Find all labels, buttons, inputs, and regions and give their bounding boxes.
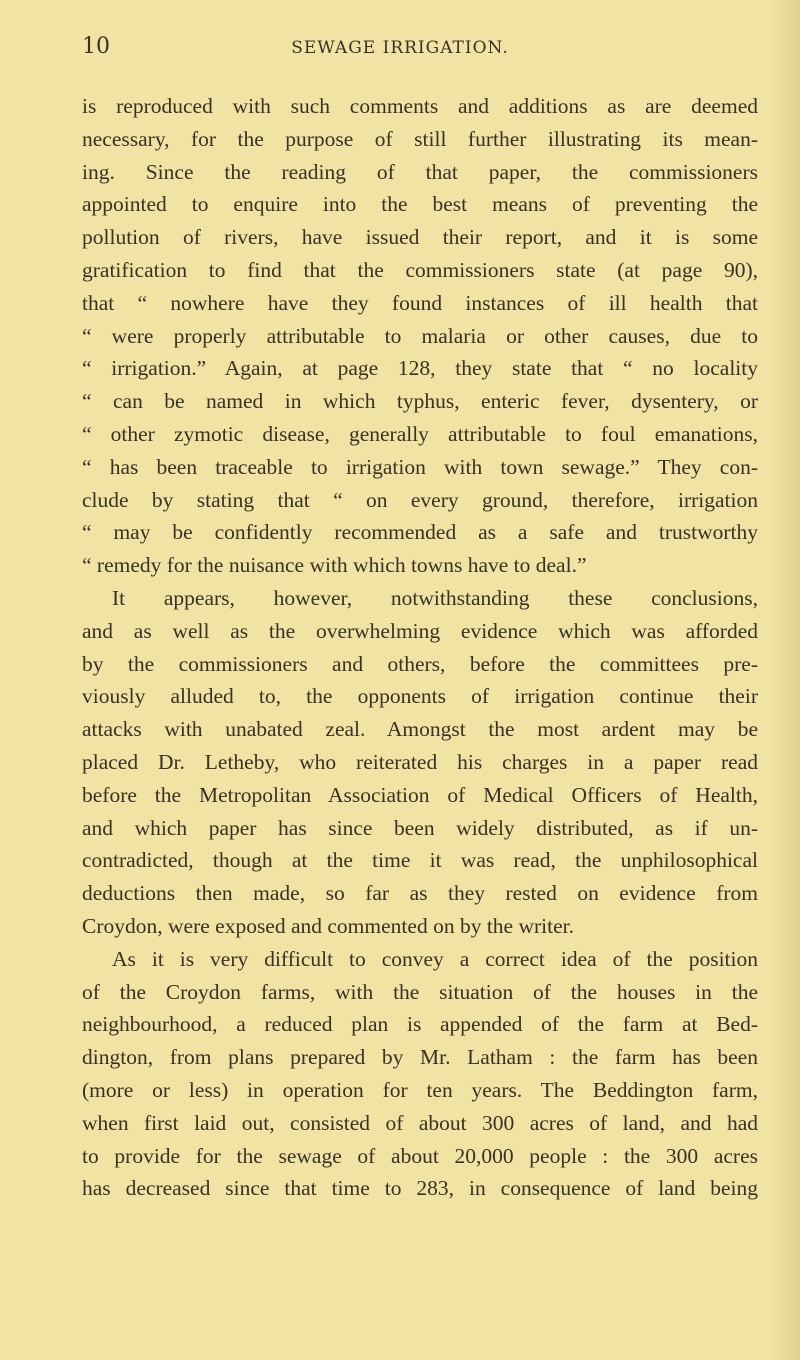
text-line: As it is very difficult to convey a correct idea of the position (112, 946, 758, 971)
text-line: that “ nowhere have they found instances of ill health that (82, 290, 758, 315)
text-line: gratification to find that the commissioners state (at page 90), (82, 257, 758, 282)
text-line: deductions then made, so far as they rested on evidence from (82, 881, 758, 906)
text-line: appointed to enquire into the best means of preventing the (82, 192, 758, 217)
text-line: clude by stating that “ on every ground, therefore, irrigation (82, 487, 758, 512)
text-line: of the Croydon farms, with the situation of the houses in the (82, 979, 758, 1004)
text-line: (more or less) in operation for ten years. The Beddington farm, (82, 1077, 758, 1102)
text-line: “ remedy for the nuisance with which towns have to deal.” (82, 553, 587, 578)
text-line: before the Metropolitan Association of Medical Officers of Health, (82, 782, 758, 807)
text-line: has decreased since that time to 283, in consequence of land being (82, 1176, 758, 1201)
text-line: ing. Since the reading of that paper, the commissioners (82, 159, 758, 184)
text-line: neighbourhood, a reduced plan is appended of the farm at Bed- (82, 1012, 758, 1037)
text-line: “ were properly attributable to malaria or other causes, due to (82, 323, 758, 348)
text-line: “ irrigation.” Again, at page 128, they state that “ no locality (82, 356, 758, 381)
running-title: SEWAGE IRRIGATION. (291, 38, 509, 58)
text-line: when first laid out, consisted of about 300 acres of land, and had (82, 1110, 758, 1135)
text-line: contradicted, though at the time it was read, the unphilosophical (82, 848, 758, 873)
body-text (82, 90, 758, 1205)
text-line: Croydon, were exposed and commented on by the writer. (82, 913, 574, 938)
text-line: It appears, however, notwithstanding these conclusions, (112, 585, 758, 610)
text-line: “ may be confidently recommended as a safe and trustworthy (82, 520, 758, 545)
page-edge-shadow (770, 0, 800, 1360)
text-line: placed Dr. Letheby, who reiterated his charges in a paper read (82, 749, 758, 774)
text-line: and as well as the overwhelming evidence which was afforded (82, 618, 758, 643)
text-line: necessary, for the purpose of still further illustrating its mean- (82, 126, 758, 151)
text-line: pollution of rivers, have issued their report, and it is some (82, 225, 758, 250)
text-line: “ other zymotic disease, generally attributable to foul emanations, (82, 421, 758, 446)
text-line: is reproduced with such comments and additions as are deemed (82, 94, 758, 118)
text-line: attacks with unabated zeal. Amongst the most ardent may be (82, 717, 758, 742)
text-line: “ has been traceable to irrigation with town sewage.” They con- (82, 454, 758, 479)
text-line: viously alluded to, the opponents of irrigation continue their (82, 684, 758, 709)
text-line: dington, from plans prepared by Mr. Latham : the farm has been (82, 1045, 758, 1070)
text-line: “ can be named in which typhus, enteric fever, dysentery, or (82, 389, 758, 414)
page-number: 10 (82, 34, 110, 59)
text-line: and which paper has since been widely distributed, as if un- (82, 815, 758, 840)
text-line: by the commissioners and others, before the committees pre- (82, 651, 758, 676)
text-line: to provide for the sewage of about 20,000 people : the 300 acres (82, 1143, 758, 1168)
